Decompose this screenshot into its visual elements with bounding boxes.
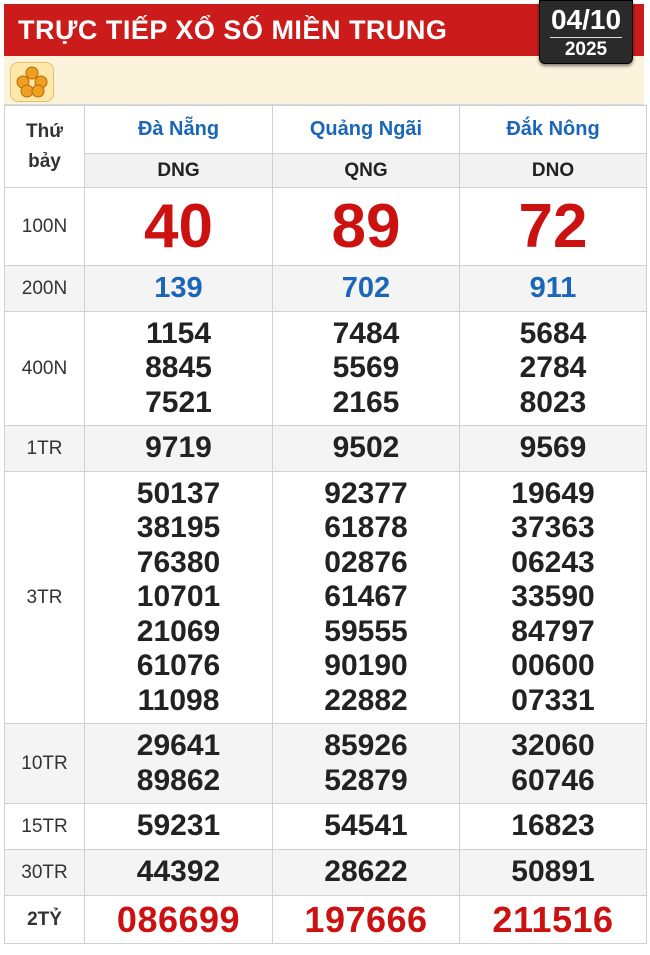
prize-label: 3TR (5, 472, 85, 724)
prize-number: 59555 (324, 614, 408, 648)
prize-number: 60746 (511, 763, 595, 797)
prize-cell (273, 804, 460, 850)
prize-cell (273, 312, 460, 426)
prize-number: 2784 (519, 351, 587, 385)
prize-row-15tr (5, 804, 647, 850)
prize-number: 90190 (324, 649, 408, 683)
province-code: QNG (273, 154, 460, 188)
prize-cell (85, 312, 273, 426)
prize-cell (273, 850, 460, 896)
prize-cell (85, 472, 273, 724)
prize-number: 8845 (145, 351, 212, 385)
prize-cell (460, 426, 647, 472)
prize-label: 400N (5, 312, 85, 426)
prize-cell (273, 724, 460, 804)
date-divider (550, 37, 622, 38)
prize-number: 85926 (324, 729, 408, 762)
prize-number: 911 (460, 266, 647, 312)
prize-number: 76380 (136, 545, 221, 579)
province-name[interactable]: Đà Nẵng (85, 106, 273, 154)
prize-cell (85, 804, 273, 850)
prize-cell (460, 850, 647, 896)
prize-cell (85, 850, 273, 896)
date-day: 04/10 (550, 4, 622, 35)
prize-row-special (5, 896, 647, 944)
prize-cell (273, 426, 460, 472)
prize-number: 9569 (519, 431, 587, 465)
prize-number: 59231 (136, 809, 221, 843)
prize-number: 37363 (511, 511, 595, 545)
prize-number: 28622 (324, 855, 408, 889)
prize-cell (460, 312, 647, 426)
prize-number: 50891 (511, 855, 595, 889)
prize-label: 200N (5, 266, 85, 312)
prize-number: 00600 (511, 649, 595, 683)
prize-number: 44392 (136, 855, 221, 889)
prize-number: 07331 (511, 683, 595, 717)
prize-number: 5684 (519, 316, 587, 350)
prize-number: 10701 (136, 580, 221, 614)
prize-label: 10TR (5, 724, 85, 804)
prize-row-1tr (5, 426, 647, 472)
code-row (5, 154, 647, 188)
prize-number: 9502 (332, 431, 400, 465)
prize-number: 8023 (519, 385, 587, 419)
page-title: TRỰC TIẾP XỔ SỐ MIỀN TRUNG (18, 15, 448, 45)
prize-number: 139 (85, 266, 273, 312)
weekday-label: Thứ bảy (5, 106, 85, 188)
prize-row-10tr (5, 724, 647, 804)
prize-label: 100N (5, 188, 85, 266)
special-prize-number: 211516 (460, 896, 647, 944)
prize-number: 52879 (324, 763, 408, 797)
prize-number: 72 (460, 188, 647, 266)
prize-number: 54541 (324, 809, 408, 843)
prize-label: 2TỶ (5, 896, 85, 944)
prize-number: 61076 (136, 649, 221, 683)
prize-number: 92377 (324, 476, 408, 510)
prize-number: 50137 (136, 476, 221, 510)
special-prize-number: 086699 (85, 896, 273, 944)
prize-number: 1154 (145, 316, 212, 350)
prize-number: 5569 (332, 351, 400, 385)
prize-label: 30TR (5, 850, 85, 896)
prize-number: 33590 (511, 580, 595, 614)
prize-cell (85, 724, 273, 804)
prize-number: 40 (85, 188, 273, 266)
prize-number: 16823 (511, 809, 595, 843)
prize-number: 19649 (511, 476, 595, 510)
prize-cell (85, 426, 273, 472)
prize-number: 21069 (136, 614, 221, 648)
prize-number: 89862 (136, 763, 221, 797)
prize-number: 7521 (145, 385, 212, 419)
prize-cell (460, 804, 647, 850)
province-row (5, 106, 647, 154)
prize-row-100n (5, 188, 647, 266)
prize-number: 7484 (332, 316, 400, 350)
special-prize-number: 197666 (273, 896, 460, 944)
prize-number: 11098 (137, 683, 220, 717)
prize-number: 02876 (324, 545, 408, 579)
prize-number: 702 (273, 266, 460, 312)
prize-number: 2165 (332, 385, 400, 419)
prize-row-200n (5, 266, 647, 312)
prize-number: 29641 (136, 729, 221, 762)
prize-number: 22882 (324, 683, 408, 717)
lucky-dots-icon[interactable] (10, 62, 54, 102)
date-badge (539, 0, 633, 64)
prize-number: 9719 (145, 431, 212, 465)
prize-number: 84797 (511, 614, 595, 648)
prize-cell (460, 472, 647, 724)
prize-label: 1TR (5, 426, 85, 472)
prize-number: 06243 (511, 545, 595, 579)
prize-number: 32060 (511, 729, 595, 762)
prize-row-30tr (5, 850, 647, 896)
prize-cell (273, 472, 460, 724)
province-code: DNG (85, 154, 273, 188)
date-year: 2025 (564, 39, 608, 60)
prize-label: 15TR (5, 804, 85, 850)
province-name[interactable]: Đắk Nông (460, 106, 647, 154)
prize-number: 61467 (324, 580, 408, 614)
province-code: DNO (460, 154, 647, 188)
prize-cell (460, 724, 647, 804)
prize-number: 61878 (324, 511, 408, 545)
prize-number: 89 (273, 188, 460, 266)
prize-row-3tr (5, 472, 647, 724)
prize-number: 38195 (136, 511, 221, 545)
prize-row-400n (5, 312, 647, 426)
province-name[interactable]: Quảng Ngãi (273, 106, 460, 154)
results-table (4, 105, 647, 944)
